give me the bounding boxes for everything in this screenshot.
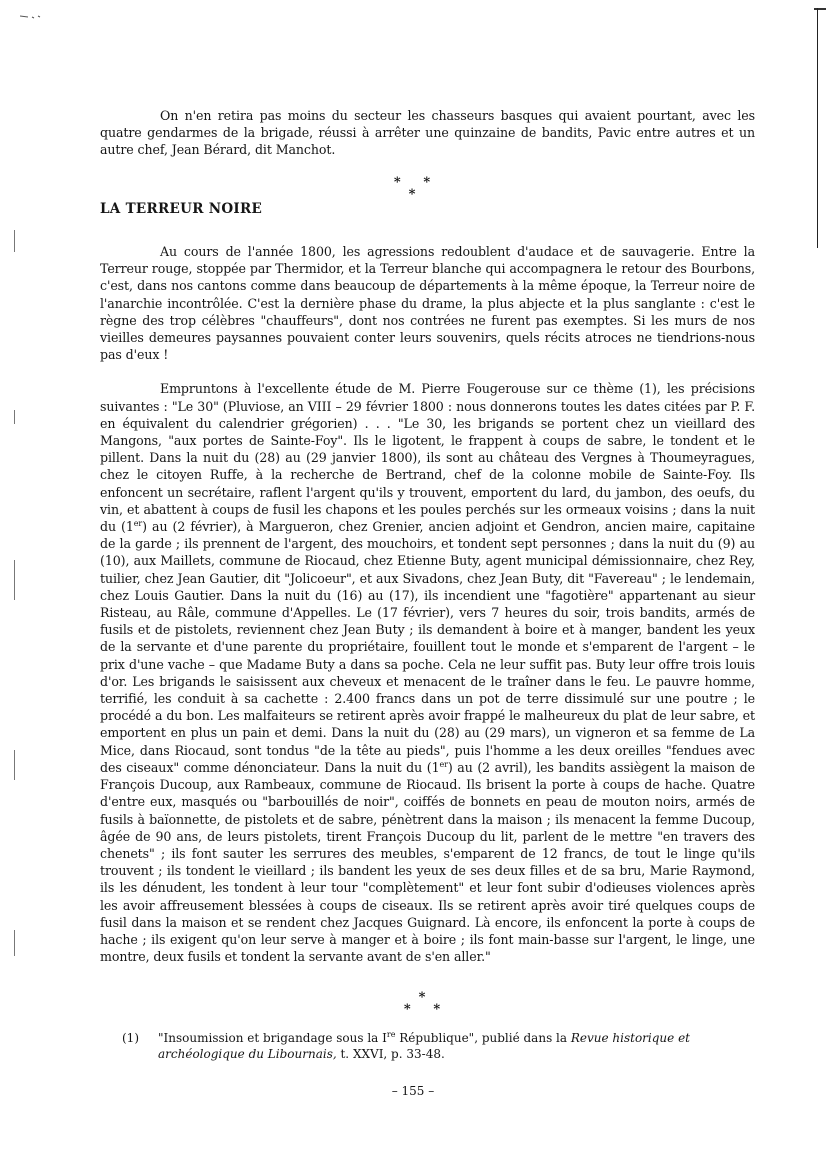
separator-stars-bottom: * * [403,1002,441,1017]
section-body [100,243,755,965]
scan-mark [20,5,50,11]
section-separator [372,177,452,201]
page-number: – 155 – [391,1084,435,1098]
intro-paragraph [100,107,755,159]
footnote-text: "Insoumission et brigandage sous la Ire République", publié dans la Revue historique et archéologique du Libournais, t. XXVI, p. 33-48. [158,1030,690,1061]
footnote [122,1030,756,1062]
footnote-number: (1) [122,1031,139,1045]
journal-title: Revue historique et archéologique du Libournais, [158,1031,690,1061]
section-heading: LA TERREUR NOIRE [100,201,263,217]
closing-separator [382,992,462,1016]
paragraph-1: Au cours de l'année 1800, les agressions redoublent d'audace et de sauvagerie. Entre la Terreur rouge, stoppée par Thermidor, et la Terreur blanche qui accompagnera le retour des Bourbons, c'est, dans nos cantons comme dans beaucoup de départements à la même époque, la Terreur noire de l'anarchie incontrôlée. C'est la dernière phase du drame, la plus abjecte et la plus sanglante : c'est le règne des trop célèbres "chauffeurs", dont nos contrées ne furent pas exemptes. Si les murs de nos vieilles demeures paysannes pouvaient conter leurs souvenirs, quels récits atroces ne tiendrions-nous pas d'eux ! [100,244,755,363]
paragraph-2-part-b: ) au (2 février), à Margueron, chez Grenier, ancien adjoint et Gendron, ancien maire, capitaine de la garde ; ils prennent de l'argent, des mouchoirs, et tondent sept personnes ; dans la nuit du (9) au (10), aux Maillets, commune de Riocaud, chez Etienne Buty, agent municipal démissionnaire, chez Rey, tuilier, chez Jean Gautier, dit "Jolicoeur", et aux Sivadons, chez Jean Buty, dit "Favereau" ; le lendemain, chez Louis Gautier. Dans la nuit du (16) au (17), ils incendient une "fagotière" appartenant au sieur Risteau, au Râle, commune d'Appelles. Le (17 février), vers 7 heures du soir, trois bandits, armés de fusils et de pistolets, reviennent chez Jean Buty ; ils demandent à boire et à manger, bandent les yeux de la servante et d'une parente du propriétaire, fouillent tout le monde et s'emparent de l'argent – le prix d'une vache – que Madame Buty a dans sa poche. Cela ne leur suffit pas. Buty leur offre trois louis d'or. Les brigands le saisissent aux cheveux et menacent de le traîner dans le feu. Le pauvre homme, terrifié, les conduit à sa cachette : 2.400 francs dans un pot de terre dissimulé sur une poutre ; le procédé a du bon. Les malfaiteurs se retirent après avoir frappé le malheureux du plat de leur sabre, et emportent en plus un pain et demi. Dans la nuit du (28) au (29 mars), un vigneron et sa femme de La Mice, dans Riocaud, sont tondus "de la tête au pieds", puis l'homme a les deux oreilles "fendues avec des ciseaux" comme dénonciateur. Dans la nuit du (1 [100,519,755,775]
scan-edge-right [812,0,826,1169]
separator-stars-top: * * [393,175,431,190]
intro-text: On n'en retira pas moins du secteur les chasseurs basques qui avaient pourtant, avec les quatre gendarmes de la brigade, réussi à arrêter une quinzaine de bandits, Pavic entre autres et un autre chef, Jean Bérard, dit Manchot. [100,108,755,158]
separator-star-top: * [418,990,426,1005]
paragraph-2 [100,380,755,965]
superscript: er [439,759,448,769]
scan-edge-left [14,230,16,1030]
superscript: er [133,518,143,528]
paragraph-2-part-a: Empruntons à l'excellente étude de M. Pierre Fougerouse sur ce thème (1), les précisions suivantes : "Le 30" (Pluviose, an VIII – 29 février 1800 : nous donnerons toutes les dates citées par P. F. en équivalent du calendrier grégorien) . . . "Le 30, les brigands se portent chez un vieillard des Mangons, "aux portes de Sainte-Foy". Ils le ligotent, le frappent à coups de sabre, le tondent et le pillent. Dans la nuit du (28) au (29 janvier 1800), ils sont au château des Vergnes à Thoumeyragues, chez le citoyen Ruffe, à la recherche de Bertrand, chef de la colonne mobile de Sainte-Foy. Ils enfoncent un secrétaire, raflent l'argent qu'ils y trouvent, emportent du lard, du jambon, des oeufs, du vin, et abattent à coups de fusil les chapons et les poules perchés sur les ormeaux voisins ; dans la nuit du (1 [100,381,755,535]
separator-star-bottom: * [408,187,416,202]
paragraph-2-part-c: ) au (2 avril), les bandits assiègent la maison de François Ducoup, aux Rambeaux, commune de Riocaud. Ils brisent la porte à coups de hache. Quatre d'entre eux, masqués ou "barbouillés de noir", coiffés de bonnets en peau de mouton noirs, armés de fusils à baïonnette, de pistolets et de sabre, pénètrent dans la maison ; ils menacent la femme Ducoup, âgée de 90 ans, de leurs pistolets, tirent François Ducoup du lit, parlent de le mettre "en travers des chenets" ; ils font sauter les serrures des meubles, s'emparent de 12 francs, de tout le linge qu'ils trouvent ; ils tondent le vieillard ; ils bandent les yeux de ses deux filles et de sa bru, Marie Raymond, ils les dénudent, les tondent à leur tour "complètement" et leur font subir d'odieuses violences après les avoir affreusement blessées à coups de ciseaux. Ils se retirent après avoir tiré quelques coups de fusil dans la maison et se rendent chez Jacques Guignard. Là encore, ils enfoncent la porte à coups de hache ; ils exigent qu'on leur serve à manger et à boire ; ils font main-basse sur l'argent, le linge, une montre, deux fusils et tondent la servante avant de s'en aller." [100,759,755,965]
